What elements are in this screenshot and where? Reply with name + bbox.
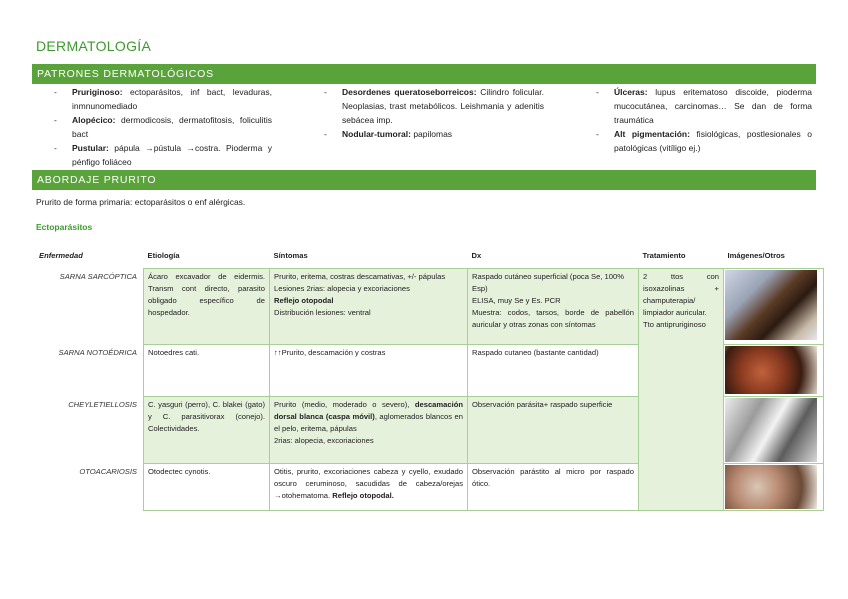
- etiology-cell: Ácaro excavador de eidermis. Transm cont directo, parasito obligado específico de hospedador.: [144, 269, 270, 345]
- header-sintomas: Síntomas: [273, 251, 308, 260]
- disease-name: SARNA NOTOÉDRICA: [58, 347, 137, 357]
- table-header-row: [35, 244, 824, 269]
- table-row: [35, 269, 824, 345]
- header-enfermedad: Enfermedad: [39, 251, 83, 261]
- treatment-cell: 2 ttos con isoxazolinas + champuterapia/ limpiador auricular. Tto antipruriginoso: [639, 269, 724, 511]
- list-item: - Pruriginoso: ectoparásitos, inf bact, levaduras, inmnunomediado: [54, 87, 272, 111]
- header-dx: Dx: [471, 251, 482, 260]
- page-title: DERMATOLOGÍA: [36, 38, 152, 54]
- disease-name: SARNA SARCÓPTICA: [59, 271, 137, 281]
- dx-cell: Raspado cutáneo superficial (poca Se, 100% Esp) ELISA, muy Se y Es. PCR Muestra: codos, tarsos, borde de pabellón auricular y otras zonas con síntomas: [468, 269, 639, 345]
- header-tratamiento: Tratamiento: [642, 251, 686, 260]
- dx-cell: Observación parásita+ raspado superficie: [468, 397, 639, 464]
- dog-mange-photo: [725, 270, 817, 340]
- list-item: - Úlceras: lupus eritematoso discoide, pioderma mucocutánea, carcinomas… Se dan de forma traumática: [596, 87, 812, 125]
- etiology-cell: Otodectec cynotis.: [144, 464, 270, 511]
- section-header-prurito: ABORDAJE PRURITO: [32, 170, 816, 190]
- header-etiologia: Etiología: [147, 251, 180, 260]
- list-item: - Desordenes queratoseborreicos: Cilindro folicular. Neoplasias, trast metabólicos. Leishmania y adenitis sebácea imp.: [324, 87, 544, 125]
- patterns-column-3: [596, 85, 812, 155]
- patterns-column-2: [324, 85, 544, 141]
- symptoms-cell: Prurito (medio, moderado o severo), descamación dorsal blanca (caspa móvil), aglomerados blancos en el pelo, eritema, pápulas 2rias: alopecia, excoriaciones: [270, 397, 468, 464]
- symptoms-cell: Prurito, eritema, costras descamativas, +/- pápulas Lesiones 2rias: alopecia y excoriaciones Reflejo otopodal Distribución lesiones: ventral: [270, 269, 468, 345]
- fur-dandruff-photo: [725, 398, 817, 462]
- cat-mange-photo: [725, 346, 817, 394]
- dx-cell: Raspado cutaneo (bastante cantidad): [468, 345, 639, 397]
- list-item: - Nodular-tumoral: papilomas: [324, 129, 453, 139]
- etiology-cell: C. yasguri (perro), C. blakei (gato) y C. parasitivorax (conejo). Colectividades.: [144, 397, 270, 464]
- image-cell: [724, 397, 824, 464]
- ectoparasites-table: [35, 244, 824, 511]
- section-header-patrones: PATRONES DERMATOLÓGICOS: [32, 64, 816, 84]
- etiology-cell: Notoedres cati.: [144, 345, 270, 397]
- symptoms-cell: ↑↑Prurito, descamación y costras: [270, 345, 468, 397]
- list-item: - Alt pigmentación: fisiológicas, postlesionales o patológicas (vitíligo ej.): [596, 129, 812, 153]
- list-item: - Alopécico: dermodicosis, dermatofitosis, foliculitis bact: [54, 115, 272, 139]
- image-cell: [724, 345, 824, 397]
- disease-name: CHEYLETIELLOSIS: [68, 399, 137, 409]
- cat-ear-photo: [725, 465, 817, 509]
- dx-cell: Observación parástito al micro por raspado ótico.: [468, 464, 639, 511]
- symptoms-cell: Otitis, prurito, excoriaciones cabeza y cyello, exudado oscuro ceruminoso, sacudidas de cabeza/orejas →otohematoma. Reflejo otopodal.: [270, 464, 468, 511]
- intro-text: Prurito de forma primaria: ectoparásitos o enf alérgicas.: [36, 197, 246, 207]
- disease-name: OTOACARIOSIS: [79, 466, 137, 476]
- patterns-column-1: [54, 85, 272, 169]
- list-item: - Pustular: pápula →pústula →costra. Pioderma y pénfigo foliáceo: [54, 143, 272, 167]
- image-cell: [724, 269, 824, 345]
- header-imagenes: Imágenes/Otros: [727, 251, 785, 260]
- image-cell: [724, 464, 824, 511]
- subsection-title: Ectoparásitos: [36, 222, 93, 232]
